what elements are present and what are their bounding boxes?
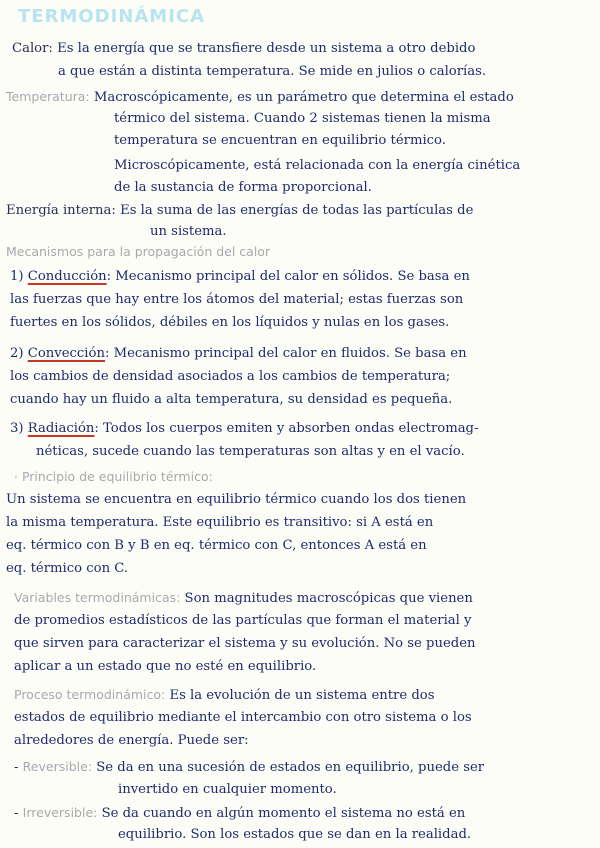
mecanismo-term-3: Radiación	[27, 421, 95, 436]
mecanismo-1-line-2: las fuerzas que hay entre los átomos del material; estas fuerzas son	[10, 292, 464, 307]
reversible-line-2: invertido en cualquier momento.	[118, 782, 337, 797]
reversible-line-1: Se da en una sucesión de estados en equilibrio, puede ser	[96, 760, 485, 775]
variables-line-4: aplicar a un estado que no esté en equilibrio.	[14, 659, 317, 674]
proceso-label: Proceso termodinámico:	[14, 687, 166, 702]
calor-label: Calor:	[12, 41, 53, 56]
calor-line-2: a que están a distinta temperatura. Se mide en julios o calorías.	[58, 64, 487, 79]
mecanismo-first-3: : Todos los cuerpos emiten y absorben ondas electromag-	[94, 421, 479, 436]
mecanismo-first-1: : Mecanismo principal del calor en sólidos. Se basa en	[106, 269, 470, 284]
energia-section	[6, 200, 473, 223]
proceso-first: Es la evolución de un sistema entre dos	[169, 688, 435, 703]
variables-line-2: de promedios estadísticos de las partículas que forman el material y	[14, 613, 472, 628]
mecanismo-item-1	[10, 266, 470, 289]
proceso-term-reversible: Reversible:	[22, 759, 93, 774]
mecanismos-heading: Mecanismos para la propagación del calor	[6, 244, 271, 259]
proceso-line-3: alrededores de energía. Puede ser:	[14, 733, 249, 748]
mecanismo-2-line-2: los cambios de densidad asociados a los cambios de temperatura;	[10, 369, 451, 384]
temperatura-line-1: Macroscópicamente, es un parámetro que determina el estado	[93, 90, 514, 105]
variables-line-3: que sirven para caracterizar el sistema y su evolución. No se pueden	[14, 636, 476, 651]
mecanismo-num-1: 1)	[10, 269, 24, 284]
temperatura-section	[6, 86, 514, 110]
principio-line-2: la misma temperatura. Este equilibrio es transitivo: si A está en	[6, 515, 434, 530]
proceso-line-2: estados de equilibrio mediante el intercambio con otro sistema o los	[14, 710, 472, 725]
mecanismo-item-3	[10, 418, 478, 441]
temperatura-micro-line-2: de la sustancia de forma proporcional.	[114, 180, 372, 195]
energia-label: Energía interna:	[6, 203, 116, 218]
mecanismo-1-line-3: fuertes en los sólidos, débiles en los líquidos y nulas en los gases.	[10, 315, 450, 330]
temperatura-line-3: temperatura se encuentran en equilibrio térmico.	[114, 133, 446, 148]
mecanismo-term-1: Conducción	[27, 269, 107, 284]
principio-line-3: eq. térmico con B y B en eq. térmico con C, entonces A está en	[6, 538, 427, 553]
proceso-dash-1: -	[14, 760, 19, 775]
mecanismo-first-2: : Mecanismo principal del calor en fluidos. Se basa en	[104, 346, 467, 361]
proceso-item-irreversible	[14, 802, 465, 826]
proceso-section	[14, 684, 435, 708]
mecanismo-num-3: 3)	[10, 421, 24, 436]
variables-section	[14, 587, 473, 611]
proceso-term-irreversible: Irreversible:	[22, 805, 98, 820]
calor-line-1: Es la energía que se transfiere desde un sistema a otro debido	[57, 41, 476, 56]
mecanismo-term-2: Convección	[27, 346, 105, 361]
variables-label: Variables termodinámicas:	[14, 590, 181, 605]
principio-line-4: eq. térmico con C.	[6, 561, 129, 576]
calor-section	[12, 38, 475, 61]
mecanismo-2-line-3: cuando hay un fluido a alta temperatura, su densidad es pequeña.	[10, 392, 453, 407]
proceso-item-reversible	[14, 756, 484, 780]
temperatura-micro-line-1: Microscópicamente, está relacionada con la energía cinética	[114, 158, 521, 173]
temperatura-label: Temperatura:	[6, 89, 90, 104]
proceso-dash-2: -	[14, 806, 19, 821]
energia-line-1: Es la suma de las energías de todas las partículas de	[120, 203, 474, 218]
mecanismo-item-2	[10, 343, 467, 366]
mecanismo-3-line-2: néticas, sucede cuando las temperaturas son altas y en el vacío.	[36, 444, 465, 459]
variables-first: Son magnitudes macroscópicas que vienen	[184, 591, 473, 606]
irreversible-line-1: Se da cuando en algún momento el sistema no está en	[101, 806, 466, 821]
page-title: TERMODINÁMICA	[18, 6, 206, 27]
energia-line-2: un sistema.	[150, 224, 227, 239]
irreversible-line-2: equilibrio. Son los estados que se dan en la realidad.	[118, 827, 472, 842]
principio-heading: · Principio de equilibrio térmico:	[14, 469, 213, 484]
principio-line-1: Un sistema se encuentra en equilibrio térmico cuando los dos tienen	[6, 492, 467, 507]
temperatura-line-2: térmico del sistema. Cuando 2 sistemas tienen la misma	[114, 111, 491, 126]
mecanismo-num-2: 2)	[10, 346, 24, 361]
